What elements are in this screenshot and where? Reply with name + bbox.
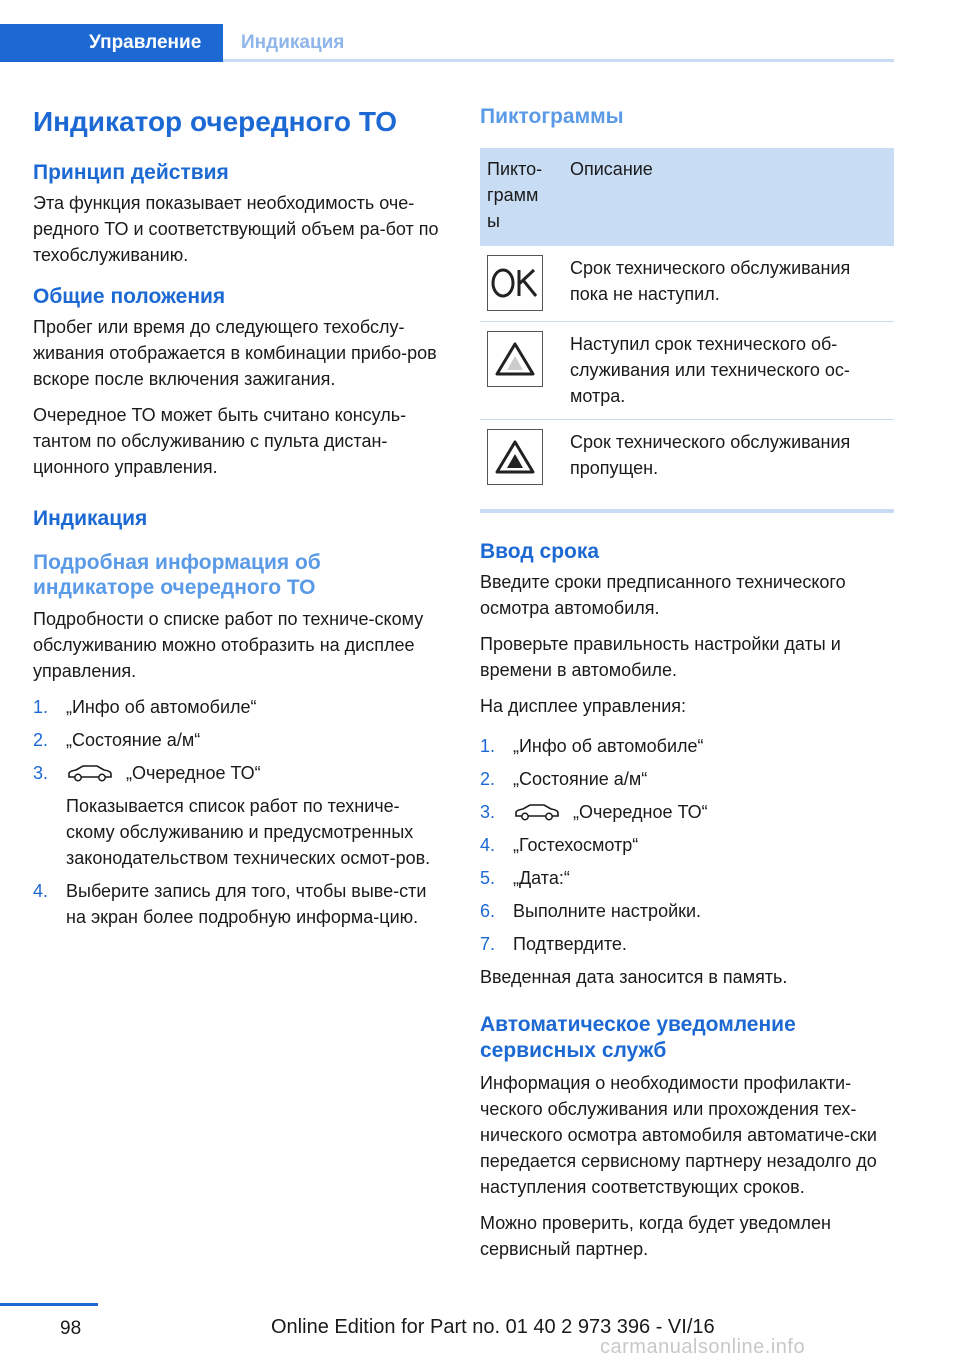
table-header-row [480, 148, 894, 246]
step-text: „Состояние а/м“ [66, 730, 201, 750]
step-number: 3. [480, 802, 496, 822]
warning-triangle-filled-icon [487, 429, 543, 485]
list-item [33, 878, 447, 930]
pictogram-table [480, 148, 894, 513]
step-number: 6. [480, 901, 496, 921]
step-number: 1. [33, 697, 49, 717]
list-item [480, 865, 894, 891]
header-divider [223, 59, 894, 62]
left-column [33, 104, 447, 937]
step-text: „Очередное ТО“ [573, 802, 708, 822]
list-item [480, 799, 894, 825]
step-text: „Инфо об автомобиле“ [66, 697, 257, 717]
table-header-description: Описание [570, 159, 653, 179]
right-column [480, 104, 894, 1272]
table-cell-description: Срок технического обслуживания пропущен. [563, 420, 894, 512]
step-text: „Инфо об автомобиле“ [513, 736, 704, 756]
step-number: 2. [33, 730, 49, 750]
auto-paragraph-1: Информация о необходимости профилакти-ческого обслуживания или прохождения тех-нического осмотра автомобиля автоматиче-ски передается сервисному партнеру незадолго до наступления соответствующих сроков. [480, 1073, 877, 1197]
principle-text: Эта функция показывает необходимость оче-редного ТО и соответствующий объем ра-бот по техобслуживанию. [33, 193, 439, 265]
table-row [480, 420, 894, 512]
step-text: „Состояние а/м“ [513, 769, 648, 789]
step-number: 2. [480, 769, 496, 789]
date-steps-list [480, 733, 894, 957]
general-paragraph-1: Пробег или время до следующего техобслу-живания отображается в комбинации прибо-ров вскоре после включения зажигания. [33, 317, 437, 389]
date-paragraph-2: Проверьте правильность настройки даты и времени в автомобиле. [480, 634, 841, 680]
table-header-pictogram: Пикто-грамм ы [487, 159, 543, 231]
display-heading: Индикация [33, 507, 148, 530]
warning-triangle-icon [487, 331, 543, 387]
step-number: 3. [33, 763, 49, 783]
pictograms-heading: Пиктограммы [480, 105, 624, 128]
car-icon [66, 763, 114, 783]
ok-icon [487, 255, 543, 311]
step-number: 1. [480, 736, 496, 756]
step-text: „Дата:“ [513, 868, 570, 888]
page-number: 98 [60, 1318, 82, 1339]
list-item [480, 766, 894, 792]
header-tab-display[interactable]: Индикация [241, 32, 345, 53]
list-item [33, 760, 447, 871]
date-result-text: Введенная дата заносится в память. [480, 967, 788, 987]
edition-text: Online Edition for Part no. 01 40 2 973 396 - VI/16 [271, 1316, 715, 1338]
detail-heading: Подробная информация об индикаторе очередного ТО [33, 551, 321, 599]
header-tab-controls[interactable]: Управление [0, 24, 223, 62]
general-heading: Общие положения [33, 285, 226, 308]
auto-notify-heading: Автоматическое уведомление сервисных служб [480, 1013, 796, 1062]
table-cell-description: Наступил срок технического об-служивания или технического ос-мотра. [563, 322, 894, 420]
list-item [480, 733, 894, 759]
table-row [480, 322, 894, 420]
list-item [480, 898, 894, 924]
list-item [33, 727, 447, 753]
table-cell-description: Срок технического обслуживания пока не наступил. [563, 246, 894, 322]
step-number: 7. [480, 934, 496, 954]
list-item [33, 694, 447, 720]
step-text: „Гостехосмотр“ [513, 835, 639, 855]
car-icon [513, 802, 561, 822]
general-paragraph-2: Очередное ТО может быть считано консуль-тантом по обслуживанию с пульта дистан-ционного управления. [33, 405, 407, 477]
date-paragraph-1: Введите сроки предписанного технического осмотра автомобиля. [480, 572, 846, 618]
step-subtext: Показывается список работ по техниче-скому обслуживанию и предусмотренных законодательством технических осмот-ров. [66, 796, 431, 868]
footer-line [0, 1303, 98, 1306]
step-text: Подтвердите. [513, 934, 627, 954]
table-row [480, 246, 894, 322]
page-header [0, 0, 894, 62]
list-item [480, 931, 894, 957]
step-number: 4. [480, 835, 496, 855]
list-item [480, 832, 894, 858]
step-number: 4. [33, 881, 49, 901]
detail-steps-list [33, 694, 447, 930]
detail-text: Подробности о списке работ по техниче-скому обслуживанию можно отобразить на дисплее управления. [33, 609, 424, 681]
step-text: „Очередное ТО“ [126, 763, 261, 783]
step-text: Выберите запись для того, чтобы выве-сти на экран более подробную информа-цию. [66, 881, 427, 927]
principle-heading: Принцип действия [33, 161, 229, 184]
watermark: carmanualsonline.info [600, 1336, 806, 1358]
step-number: 5. [480, 868, 496, 888]
date-heading: Ввод срока [480, 540, 600, 563]
auto-paragraph-2: Можно проверить, когда будет уведомлен сервисный партнер. [480, 1213, 831, 1259]
page-title: Индикатор очередного ТО [33, 106, 397, 137]
step-text: Выполните настройки. [513, 901, 702, 921]
date-paragraph-3: На дисплее управления: [480, 696, 687, 716]
